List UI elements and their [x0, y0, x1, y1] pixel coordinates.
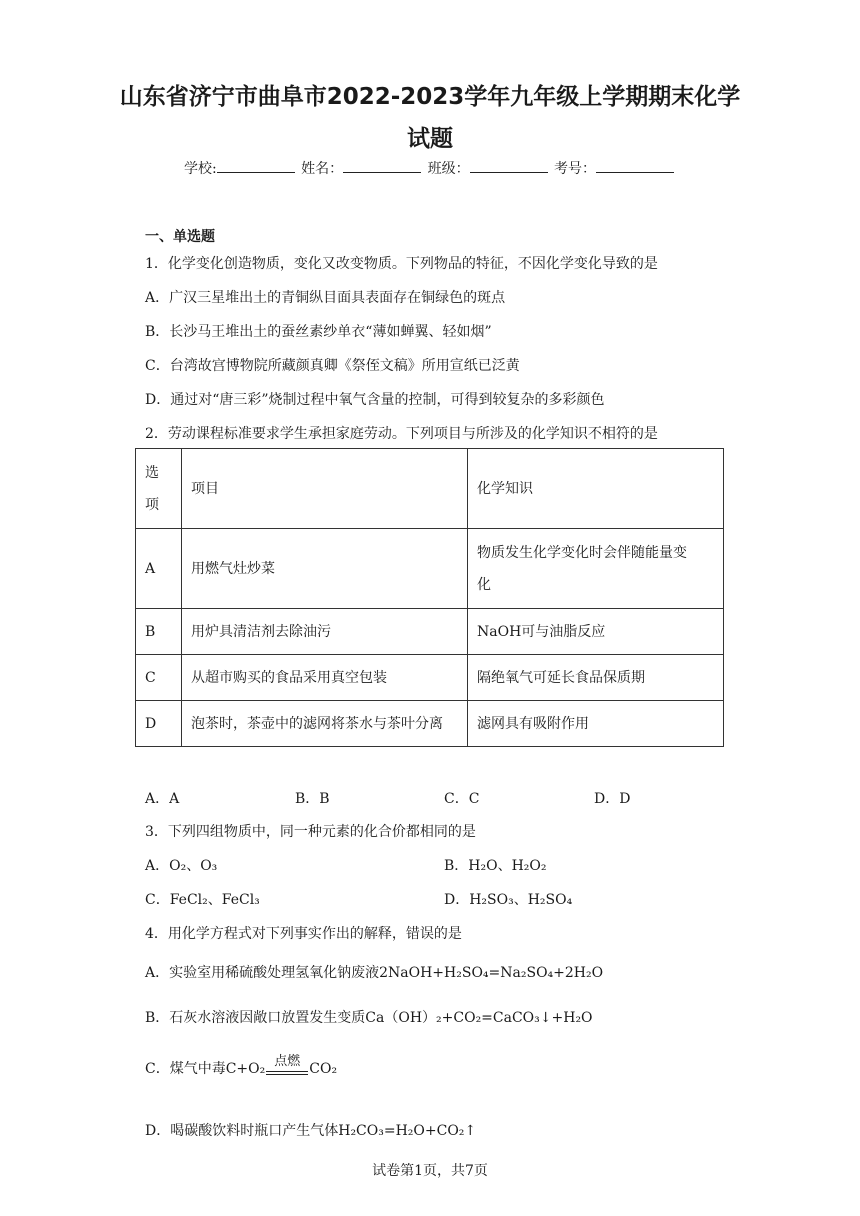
student-info-row [0, 158, 860, 178]
row-knowledge: NaOH可与油脂反应 [468, 609, 724, 655]
condition-label: 点燃 [274, 1054, 301, 1069]
q1-option-d: D．通过对“唐三彩”烧制过程中氧气含量的控制，可得到较复杂的多彩颜色 [145, 392, 605, 408]
table-row [136, 701, 724, 747]
row-option: D [136, 701, 182, 747]
row-knowledge: 隔绝氧气可延长食品保质期 [468, 655, 724, 701]
page-footer: 试卷第1页，共7页 [372, 1163, 488, 1179]
q2-answer-b: B．B [295, 791, 330, 807]
header-option-cell [136, 449, 182, 529]
name-label: 姓名： [301, 161, 344, 177]
exam-title-line2: 试题 [407, 126, 453, 152]
row-option: B [136, 609, 182, 655]
q3-option-d: D．H₂SO₃、H₂SO₄ [444, 892, 573, 908]
row-knowledge: 滤网具有吸附作用 [468, 701, 724, 747]
q1-option-b: B．长沙马王堆出土的蚕丝素纱单衣“薄如蝉翼、轻如烟” [145, 324, 492, 340]
number-label: 考号： [554, 161, 597, 177]
row-project: 用炉具清洁剂去除油污 [182, 609, 468, 655]
q4-option-a [145, 962, 603, 982]
reaction-condition [266, 1054, 308, 1084]
table-header-row [136, 449, 724, 529]
row-option: A [136, 529, 182, 609]
q4-option-d-text: D．喝碳酸饮料时瓶口产生气体 [145, 1123, 339, 1139]
row-project: 从超市购买的食品采用真空包装 [182, 655, 468, 701]
q4-option-c-right: CO₂ [309, 1061, 338, 1077]
table-row [136, 609, 724, 655]
class-blank [470, 160, 548, 173]
q2-stem: 2．劳动课程标准要求学生承担家庭劳动。下列项目与所涉及的化学知识不相符的是 [145, 426, 658, 442]
school-blank [217, 160, 295, 173]
row-knowledge [468, 529, 724, 609]
q3-option-a: A．O₂、O₃ [145, 858, 218, 874]
table-row [136, 529, 724, 609]
row-option: C [136, 655, 182, 701]
row-knowledge-line1: 物质发生化学变化时会伴随能量变 [477, 544, 687, 561]
row-knowledge-line2: 化 [477, 576, 491, 593]
q4-option-b-equation: Ca（OH）₂+CO₂=CaCO₃↓+H₂O [365, 1010, 593, 1026]
q1-stem: 1．化学变化创造物质，变化又改变物质。下列物品的特征，不因化学变化导致的是 [145, 256, 658, 272]
q4-option-b-text: B．石灰水溶液因敞口放置发生变质 [145, 1010, 366, 1026]
q4-stem: 4．用化学方程式对下列事实作出的解释，错误的是 [145, 926, 462, 942]
row-project: 泡茶时，茶壶中的滤网将茶水与茶叶分离 [182, 701, 468, 747]
q1-option-c: C．台湾故宫博物院所藏颜真卿《祭侄文稿》所用宣纸已泛黄 [145, 358, 520, 374]
number-blank [596, 160, 674, 173]
q2-answer-c: C．C [444, 791, 480, 807]
section-heading: 一、单选题 [145, 229, 215, 245]
row-project: 用燃气灶炒菜 [182, 529, 468, 609]
condition-bar-bottom [266, 1074, 308, 1075]
header-knowledge-cell: 化学知识 [468, 449, 724, 529]
q4-option-c-left: C+O₂ [225, 1061, 266, 1077]
q4-option-c-text: C．煤气中毒 [145, 1061, 226, 1077]
name-blank [343, 160, 421, 173]
class-label: 班级： [427, 161, 470, 177]
q3-stem: 3．下列四组物质中，同一种元素的化合价都相同的是 [145, 824, 476, 840]
table-row [136, 655, 724, 701]
header-option-char2: 项 [145, 496, 159, 513]
q4-option-a-equation: 2NaOH+H₂SO₄=Na₂SO₄+2H₂O [379, 965, 604, 981]
condition-bar-top [266, 1071, 308, 1072]
q4-option-d [145, 1120, 476, 1140]
q2-table [135, 448, 724, 747]
q4-option-a-text: A．实验室用稀硫酸处理氢氧化钠废液 [145, 965, 380, 981]
exam-title-line1: 山东省济宁市曲阜市2022-2023学年九年级上学期期末化学 [119, 84, 741, 110]
q4-option-c [145, 1054, 337, 1084]
q3-option-b: B．H₂O、H₂O₂ [444, 858, 547, 874]
header-option-char1: 选 [145, 464, 159, 481]
header-project-cell: 项目 [182, 449, 468, 529]
q2-answer-a: A．A [145, 791, 180, 807]
q2-answer-d: D．D [594, 791, 631, 807]
school-label: 学校: [183, 161, 217, 177]
q3-option-c: C．FeCl₂、FeCl₃ [145, 892, 260, 908]
q4-option-b [145, 1007, 593, 1027]
q4-option-d-equation: H₂CO₃=H₂O+CO₂↑ [338, 1123, 477, 1139]
q1-option-a: A．广汉三星堆出土的青铜纵目面具表面存在铜绿色的斑点 [145, 290, 506, 306]
